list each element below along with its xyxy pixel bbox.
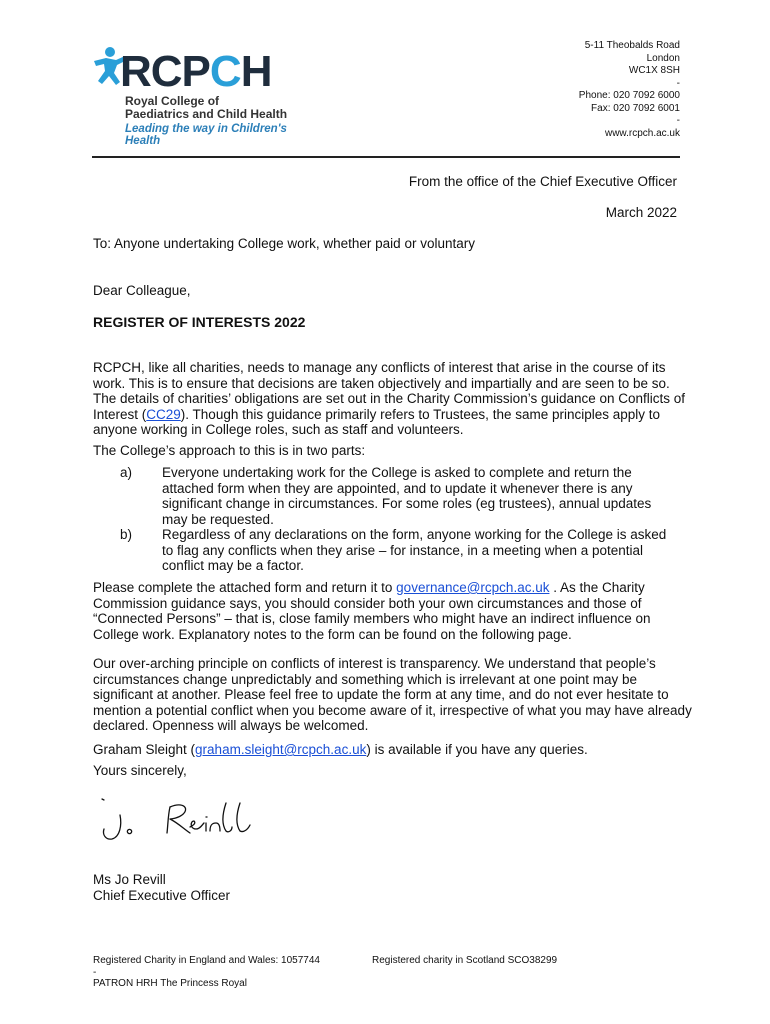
address-street: 5-11 Theobalds Road [584, 40, 680, 51]
list-item [120, 465, 680, 527]
address-website: www.rcpch.ac.uk [604, 127, 680, 139]
address-separator: - [676, 115, 680, 126]
paragraph-text: . As the Charity Commission guidance says, you should consider both your own circumstances and those of “Connected Persons” – that is, close family members who might have an indirect influence on College work. Explanatory notes to the form can be found on the following page. [93, 580, 651, 642]
address-separator: - [676, 77, 680, 89]
address-phone: Phone: 020 7092 6000 [578, 90, 680, 101]
list-item-text: Regardless of any declarations on the form, anyone working for the College is asked to flag any conflicts when they arise – for instance, in a meeting when a potential conflict may be a factor. [162, 527, 667, 573]
address-block [480, 40, 680, 140]
paragraph-return-form [93, 580, 693, 642]
list-item-text: Everyone undertaking work for the College is asked to complete and return the attached form when they are appointed, and to update it whenever there is any significant change in circumstances. For some roles (eg trustees), annual updates may be requested. [162, 465, 652, 527]
logo-line1: Royal College of [125, 94, 220, 108]
rcpch-logo [92, 44, 322, 147]
footer-charity-england-wales: Registered Charity in England and Wales: 1057744 [93, 955, 320, 966]
list-item [120, 527, 680, 574]
signatory-name: Ms Jo Revill [93, 872, 166, 887]
logo-line2: Paediatrics and Child Health [125, 107, 288, 121]
salutation: Dear Colleague, [93, 283, 191, 298]
footer-charity-scotland: Registered charity in Scotland SCO38299 [372, 955, 558, 966]
paragraph-transparency: Our over-arching principle on conflicts of interest is transparency. We understand that people’s circumstances change unpredictably and something which is irrelevant at one point may be significant at another. Please feel free to update the form at any time, and do not ever hesitate to mention a potential conflict when you become aware of it, irrespective of what you may have already declared. Openness will always be welcomed. [93, 656, 692, 733]
address-city: London [646, 52, 680, 64]
recipient-line: To: Anyone undertaking College work, whether paid or voluntary [93, 236, 475, 251]
paragraph-charity-obligations [93, 360, 693, 438]
footer-patron: PATRON HRH The Princess Royal [93, 978, 247, 989]
address-fax: Fax: 020 7092 6001 [591, 102, 680, 114]
list-marker: b) [120, 527, 133, 542]
paragraph-text: ) is available if you have any queries. [366, 742, 588, 757]
signature-image [98, 795, 278, 845]
from-office-line: From the office of the Chief Executive Officer [408, 174, 677, 189]
letter-heading: REGISTER OF INTERESTS 2022 [93, 314, 306, 330]
logo-wordmark: RCPCH [120, 47, 272, 96]
paragraph-text: ). Though this guidance primarily refers to Trustees, the same principles apply to anyone working in College roles, such as staff and volunteers. [93, 406, 661, 437]
graham-email-link[interactable]: graham.sleight@rcpch.ac.uk [195, 742, 367, 757]
closing: Yours sincerely, [93, 763, 187, 778]
list-marker: a) [120, 465, 133, 480]
signatory-role: Chief Executive Officer [93, 888, 231, 903]
letter-date: March 2022 [605, 205, 677, 220]
paragraph-text: Graham Sleight ( [93, 742, 196, 757]
header-divider [92, 156, 680, 158]
approach-list [120, 465, 680, 574]
paragraph-queries [93, 742, 693, 758]
footer-separator: - [93, 967, 97, 978]
cc29-link[interactable]: CC29 [146, 406, 181, 422]
paragraph-approach-intro: The College’s approach to this is in two parts: [93, 443, 366, 458]
governance-email-link[interactable]: governance@rcpch.ac.uk [396, 580, 550, 595]
paragraph-text: Please complete the attached form and return it to [93, 580, 397, 595]
paragraph-text: RCPCH, like all charities, needs to manage any conflicts of interest that arise in the course of its work. This is to ensure that decisions are taken objectively and impartially and are seen to be so. The details of charities’ obligations are set out in the Charity Commission’s guidance on Conflicts of Interest ( [93, 360, 686, 422]
logo-tagline: Leading the way in Children's Health [125, 123, 287, 147]
address-postcode: WC1X 8SH [628, 65, 680, 76]
